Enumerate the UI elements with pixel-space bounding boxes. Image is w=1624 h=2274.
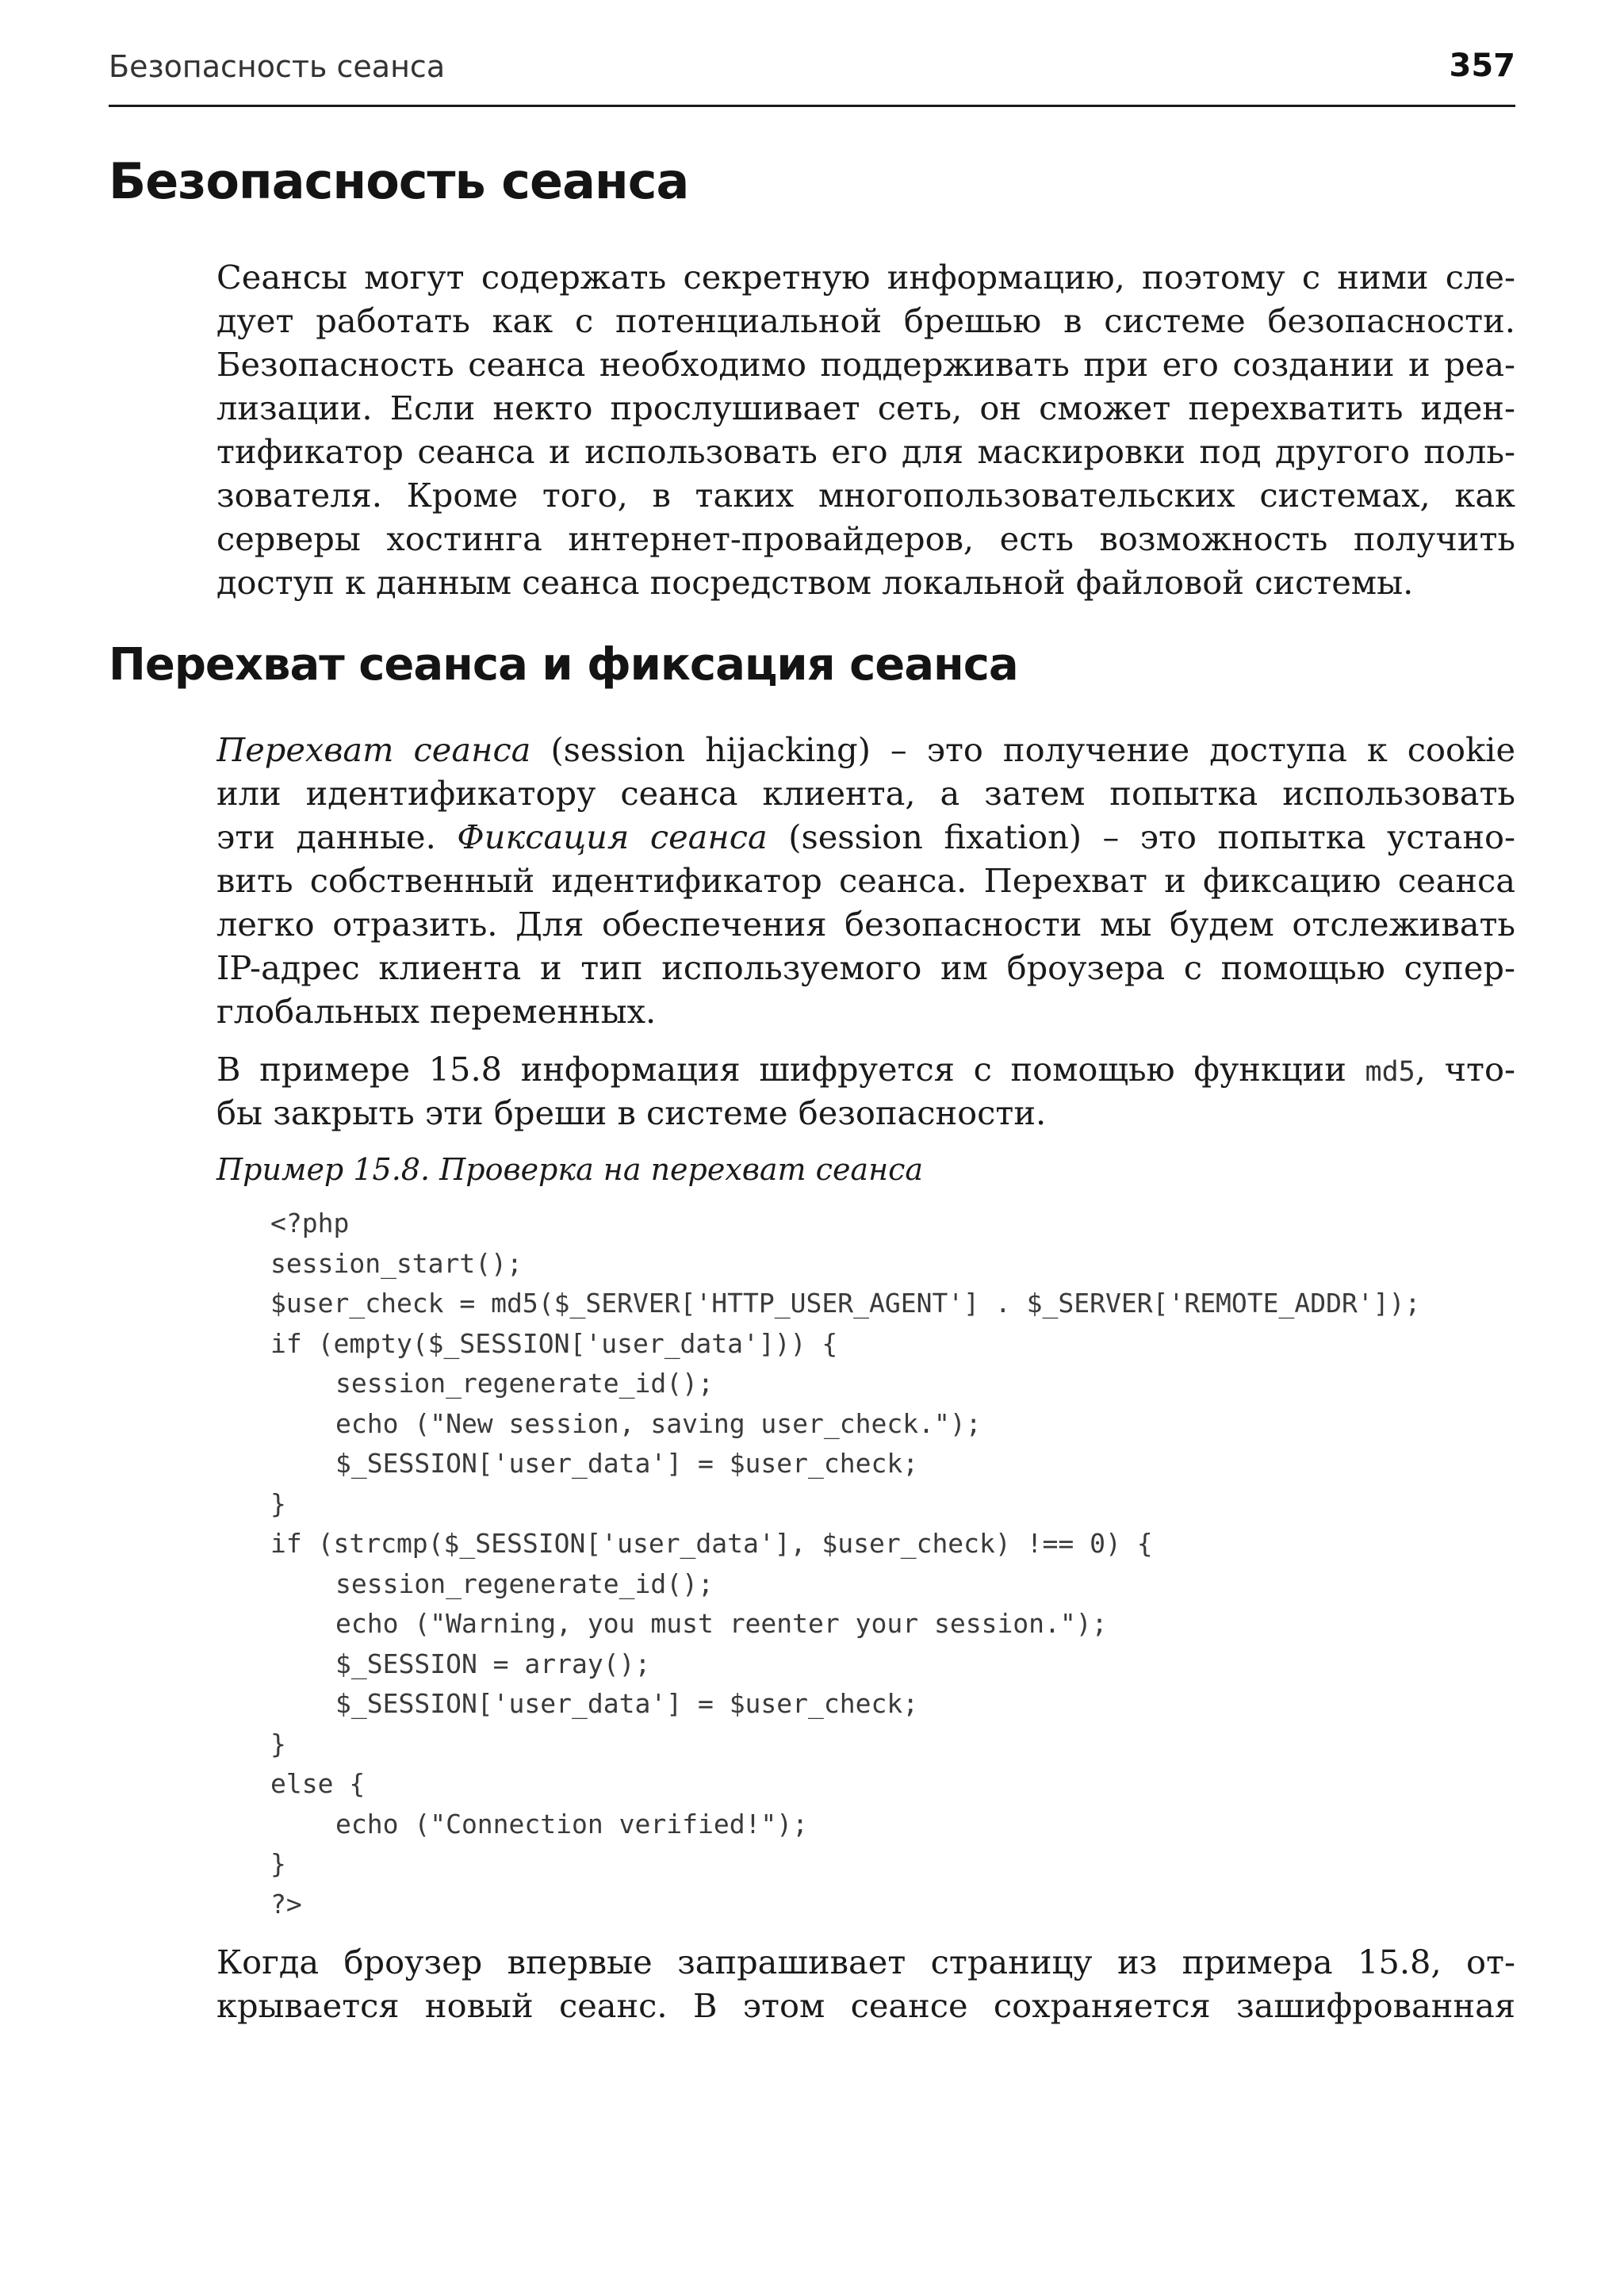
running-title: Безопасность сеанса <box>109 49 446 84</box>
running-header <box>109 41 1515 107</box>
paragraph-line: Когда броузер впервые запрашивает страницу из примера 15.8, от- <box>216 1943 1515 1981</box>
paragraph-line: Безопасность сеанса необходимо поддерживать при его создании и реа- <box>216 345 1515 384</box>
paragraph-browser-first-request <box>216 1940 1515 2027</box>
code-line: } <box>270 1728 286 1759</box>
paragraph-line: доступ к данным сеанса посредством локальной файловой системы. <box>216 563 1414 602</box>
line-text: В примере 15.8 информация шифруется с помощью функции <box>216 1050 1365 1089</box>
paragraph-line: или идентификатору сеанса клиента, а затем попытка использовать <box>216 774 1515 813</box>
example-caption: Пример 15.8. Проверка на перехват сеанса <box>216 1152 924 1187</box>
code-line: echo ("Connection verified!"); <box>335 1808 809 1839</box>
line-text: эти данные. <box>216 817 458 856</box>
term-session-hijacking: Перехват сеанса <box>216 730 531 769</box>
code-listing <box>270 1204 1420 1924</box>
paragraph-line: Сеансы могут содержать секретную информацию, поэтому с ними сле- <box>216 258 1515 297</box>
paragraph-hijacking-definition <box>216 728 1515 1033</box>
code-line: session_regenerate_id(); <box>335 1368 714 1399</box>
section-heading-hijacking-fixation: Перехват сеанса и фиксация сеанса <box>109 639 1018 691</box>
code-line: ?> <box>270 1888 302 1920</box>
code-line: $_SESSION['user_data'] = $user_check; <box>335 1448 919 1479</box>
section-heading-session-security: Безопасность сеанса <box>109 152 689 210</box>
paragraph-line: лизации. Если некто прослушивает сеть, он сможет перехватить иден- <box>216 389 1515 427</box>
paragraph-line: глобальных переменных. <box>216 992 657 1031</box>
paragraph-line: дует работать как с потенциальной брешью в системе безопасности. <box>216 301 1515 340</box>
line-text: (session fixation) – это попытка устано- <box>767 817 1515 856</box>
line-text: , что- <box>1415 1050 1515 1089</box>
code-line: <?php <box>270 1208 350 1238</box>
code-line: } <box>270 1487 286 1519</box>
code-line: $user_check = md5($_SERVER['HTTP_USER_AGENT'] . $_SERVER['REMOTE_ADDR']); <box>270 1288 1421 1319</box>
paragraph-line: бы закрыть эти бреши в системе безопасности. <box>216 1093 1047 1132</box>
code-line: if (strcmp($_SESSION['user_data'], $user_check) !== 0) { <box>270 1528 1153 1559</box>
paragraph-line: вить собственный идентификатор сеанса. Перехват и фиксацию сеанса <box>216 861 1515 900</box>
paragraph-session-security <box>216 255 1515 604</box>
paragraph-line <box>216 1047 1515 1091</box>
code-line: if (empty($_SESSION['user_data'])) { <box>270 1327 838 1359</box>
code-line: $_SESSION = array(); <box>335 1648 651 1679</box>
paragraph-line: тификатор сеанса и использовать его для маскировки под другого поль- <box>216 432 1515 471</box>
line-text: (session hijacking) – это получение доступа к cookie <box>530 730 1515 769</box>
page-number: 357 <box>1449 48 1515 84</box>
paragraph-line: IP-адрес клиента и тип используемого им броузера с помощью супер- <box>216 948 1515 987</box>
code-line: else { <box>270 1768 366 1799</box>
inline-code-md5: md5 <box>1365 1056 1415 1088</box>
code-line: $_SESSION['user_data'] = $user_check; <box>335 1688 919 1719</box>
paragraph-line: крывается новый сеанс. В этом сеансе сохраняется зашифрованная <box>216 1986 1515 2025</box>
code-line: session_start(); <box>270 1247 523 1279</box>
paragraph-line <box>216 815 1515 859</box>
paragraph-line <box>216 728 1515 771</box>
code-line: echo ("Warning, you must reenter your session."); <box>335 1608 1108 1639</box>
term-session-fixation: Фиксация сеанса <box>457 817 768 856</box>
paragraph-line: зователя. Кроме того, в таких многопользовательских системах, как <box>216 476 1515 515</box>
code-line: } <box>270 1848 286 1879</box>
code-line: session_regenerate_id(); <box>335 1568 714 1599</box>
code-line: echo ("New session, saving user_check."); <box>335 1407 982 1439</box>
paragraph-md5-intro <box>216 1047 1515 1135</box>
paragraph-line: легко отразить. Для обеспечения безопасности мы будем отслеживать <box>216 905 1515 944</box>
paragraph-line: серверы хостинга интернет-провайдеров, есть возможность получить <box>216 519 1515 558</box>
